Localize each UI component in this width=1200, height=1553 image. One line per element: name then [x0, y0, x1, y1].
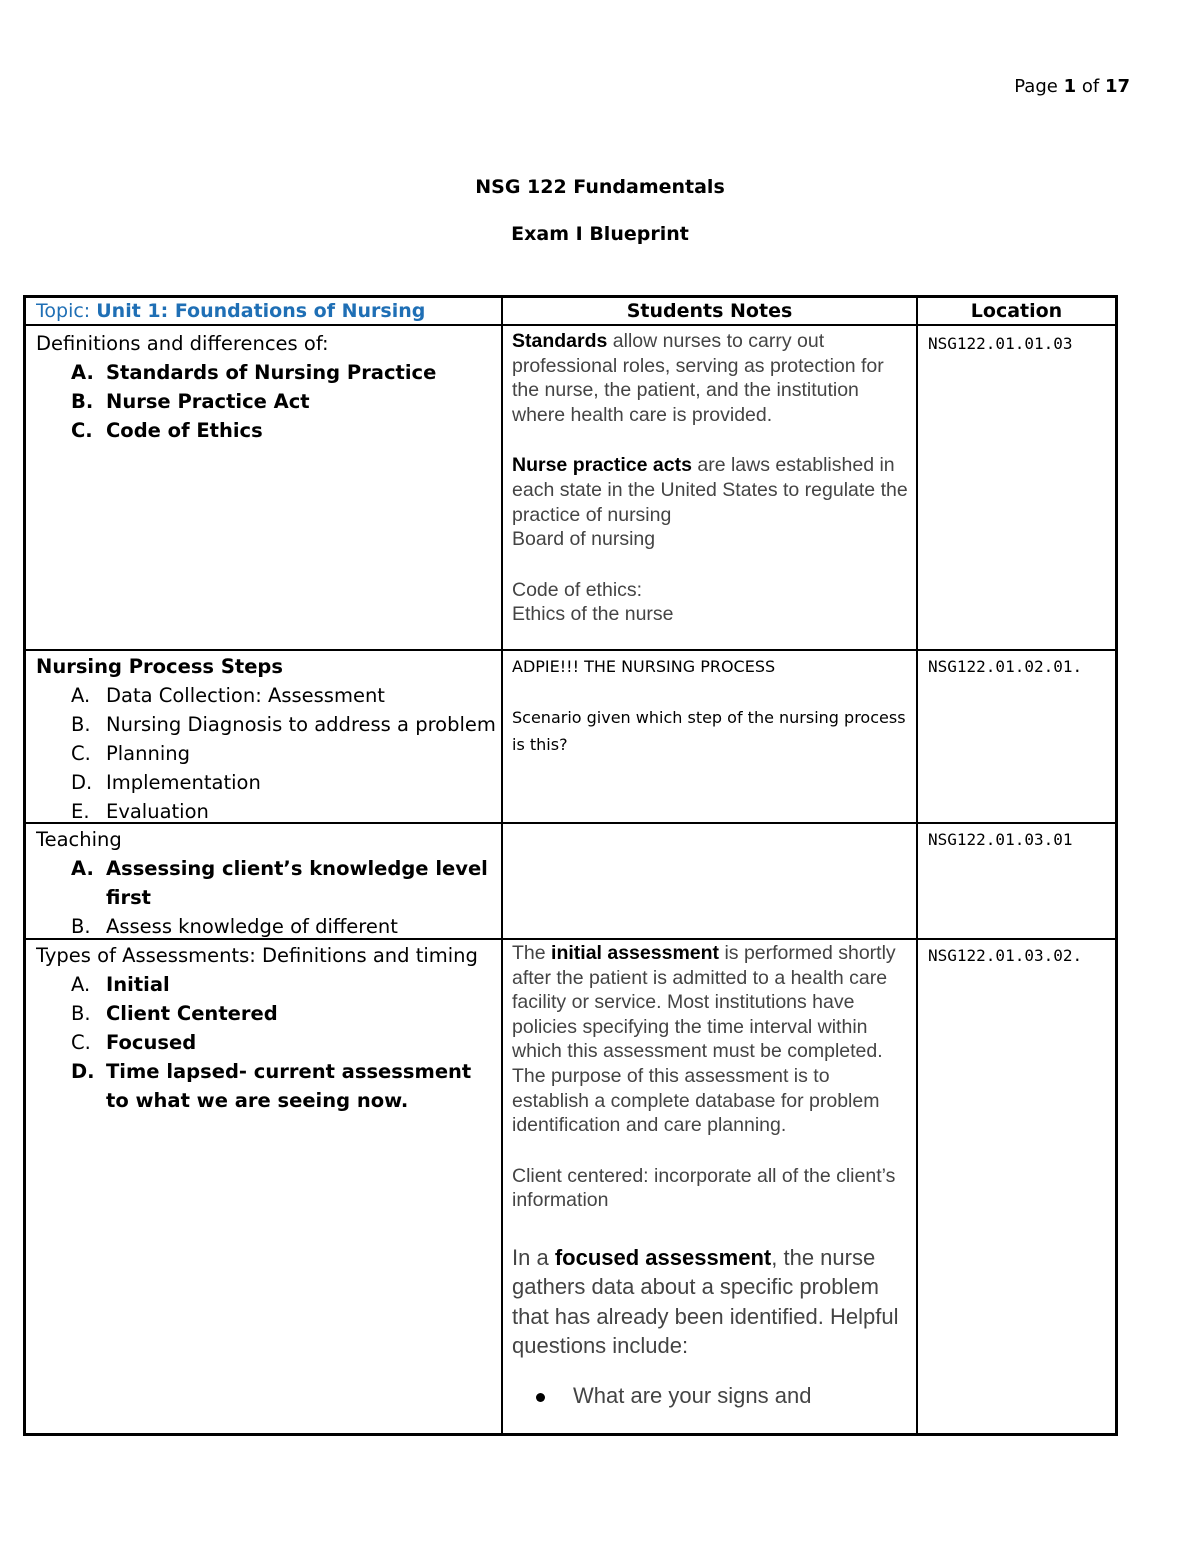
- list-item: B. Nursing Diagnosis to address a problem: [71, 713, 496, 736]
- list-item: D. Time lapsed- current assessment to what we are seeing now.: [71, 1060, 472, 1112]
- page-number: [1014, 76, 1130, 97]
- notes-paragraph: The initial assessment is performed shortly after the patient is admitted to a health care facility or service. Most institutions have policies specifying the time interval within which this assessment must be completed. The purpose of this assessment is to establish a complete database for problem identification and care planning.: [512, 942, 896, 1137]
- topic-title: Unit 1: Foundations of Nursing: [96, 300, 426, 322]
- column-divider: [916, 298, 918, 1433]
- table-row-notes: [512, 653, 910, 821]
- row-topic-heading: Types of Assessments: Definitions and timing: [36, 944, 478, 967]
- list-item: A. Assessing client’s knowledge level first: [71, 857, 488, 909]
- column-header-topic: [36, 298, 496, 324]
- page-label: Page: [1014, 76, 1058, 97]
- column-header-notes: Students Notes: [626, 300, 793, 322]
- topic-list: [36, 854, 496, 938]
- row-topic-heading: Definitions and differences of:: [36, 332, 329, 355]
- list-item: B. Nurse Practice Act: [71, 390, 310, 413]
- location-code: NSG122.01.02.01.: [928, 657, 1083, 676]
- row-divider: [26, 649, 1115, 651]
- table-row-topic: [36, 329, 496, 647]
- column-header-location: Location: [970, 300, 1063, 322]
- table-row-notes: [512, 941, 910, 1433]
- list-item: E. Evaluation: [71, 800, 209, 822]
- page-of: of: [1081, 76, 1100, 97]
- list-item: D. Implementation: [71, 771, 261, 794]
- notes-line: Ethics of the nurse: [512, 603, 674, 626]
- list-item: C. Code of Ethics: [71, 419, 263, 442]
- page-total: 17: [1104, 76, 1130, 97]
- row-divider: [26, 938, 1115, 940]
- notes-paragraph: Nurse practice acts are laws established in each state in the United States to regulate the practice of nursing: [512, 454, 908, 526]
- notes-paragraph: In a focused assessment, the nurse gathers data about a specific problem that has already been identified. Helpful questions include:: [512, 1244, 899, 1359]
- table-row-topic: [36, 825, 496, 938]
- document-subtitle: Exam I Blueprint: [511, 223, 689, 245]
- notes-line: Scenario given which step of the nursing process is this?: [512, 708, 906, 754]
- row-topic-heading: Nursing Process Steps: [36, 655, 283, 678]
- table-row-topic: [36, 652, 496, 822]
- list-item: A. Standards of Nursing Practice: [71, 361, 437, 384]
- table-row-notes: [512, 329, 910, 647]
- row-divider: [26, 324, 1115, 326]
- row-topic-heading: Teaching: [36, 828, 122, 851]
- document-title: NSG 122 Fundamentals: [475, 176, 725, 198]
- notes-paragraph: Standards allow nurses to carry out professional roles, serving as protection for the nurse, the patient, and the institution where health care is provided.: [512, 330, 884, 426]
- list-item: B. Client Centered: [71, 1002, 278, 1025]
- blueprint-table: [23, 295, 1118, 1436]
- list-item: B. Assess knowledge of different: [71, 915, 398, 938]
- location-code: NSG122.01.03.02.: [928, 946, 1083, 965]
- location-code: NSG122.01.03.01: [928, 830, 1073, 849]
- row-divider: [26, 822, 1115, 824]
- topic-list: [36, 358, 496, 445]
- table-row-topic: [36, 941, 496, 1431]
- list-item: C. Focused: [71, 1031, 197, 1054]
- notes-bullet-item: What are your signs and: [512, 1381, 910, 1411]
- topic-list: [36, 970, 496, 1115]
- list-item: A. Data Collection: Assessment: [71, 684, 385, 707]
- location-code: NSG122.01.01.03: [928, 334, 1073, 353]
- page-current: 1: [1063, 76, 1077, 97]
- list-item: C. Planning: [71, 742, 190, 765]
- topic-list: [36, 681, 496, 822]
- column-divider: [501, 298, 503, 1433]
- notes-line: Code of ethics:: [512, 578, 643, 601]
- notes-line: Board of nursing: [512, 528, 656, 551]
- notes-line: ADPIE!!! THE NURSING PROCESS: [512, 657, 776, 676]
- topic-prefix: Topic:: [36, 300, 91, 322]
- notes-paragraph: Client centered: incorporate all of the client’s information: [512, 1164, 896, 1212]
- bullet-icon: [536, 1393, 545, 1402]
- list-item: A. Initial: [71, 973, 170, 996]
